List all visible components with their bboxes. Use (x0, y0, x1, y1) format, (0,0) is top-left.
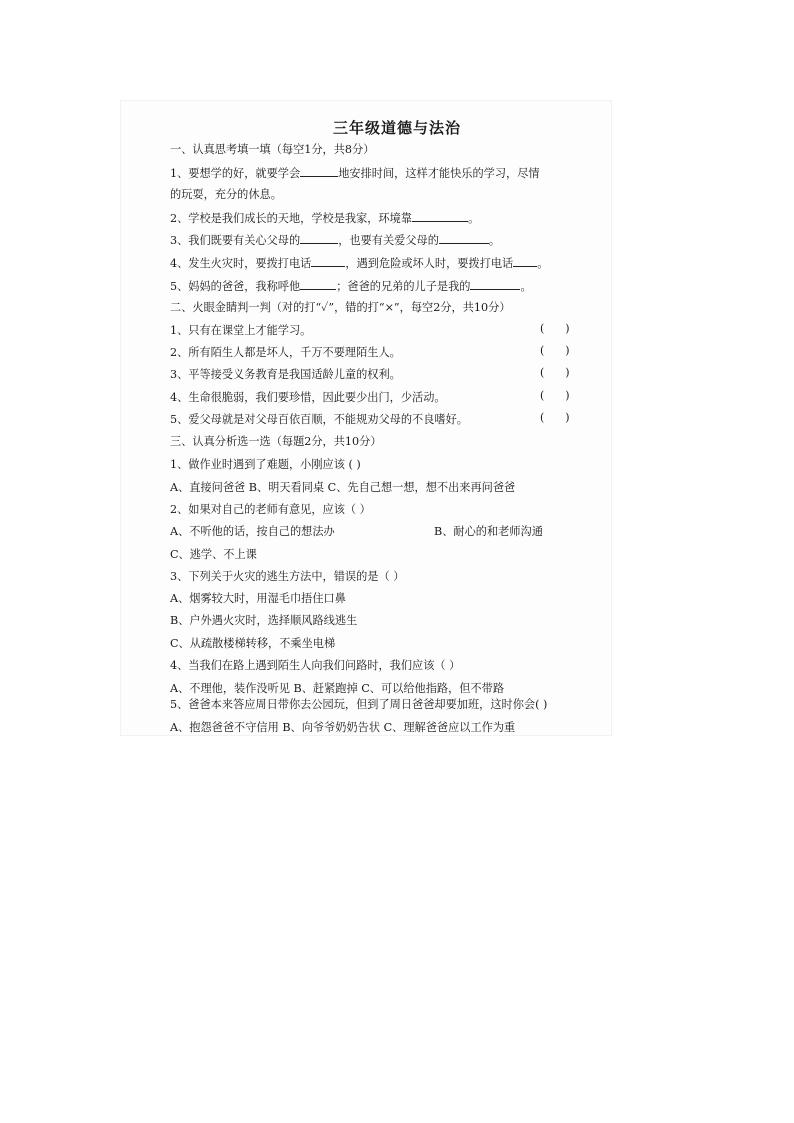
choice-q3-option-b[interactable]: B、户外遇火灾时，选择顺风路线逃生 (170, 614, 358, 627)
s1-question-5 (170, 279, 600, 294)
choice-q4-options[interactable]: A、不理他，装作没听见 B、赶紧跑掉 C、可以给他指路，但不带路 (170, 682, 505, 695)
choice-q5-stem: 5、爸爸本来答应周日带你去公园玩，但到了周日爸爸却要加班，这时你会( ) (170, 698, 548, 711)
judge-answer-bracket[interactable]: ( ) (540, 344, 570, 357)
answer-blank[interactable] (470, 279, 520, 290)
judge-item-5: 5、爱父母就是对父母百依百顺，不能规劝父母的不良嗜好。 (170, 413, 468, 426)
choice-q3-option-c[interactable]: C、从疏散楼梯转移，不乘坐电梯 (170, 637, 336, 650)
judge-answer-bracket[interactable]: ( ) (540, 322, 570, 335)
section3-heading: 三、认真分析选一选（每题2分，共10分） (170, 435, 382, 448)
judge-answer-bracket[interactable]: ( ) (540, 366, 570, 379)
answer-blank[interactable] (439, 233, 489, 244)
s1-q2-text-b: 。 (468, 212, 480, 225)
answer-blank[interactable] (300, 233, 338, 244)
judge-item-2: 2、所有陌生人都是坏人，千万不要理陌生人。 (170, 346, 401, 359)
choice-q4-stem: 4、当我们在路上遇到陌生人向我们问路时，我们应该（ ） (170, 659, 461, 672)
s1-question-3 (170, 233, 600, 248)
choice-q2-options-row (170, 525, 600, 539)
s1-q3-text-a: 3、我们既要有关心父母的 (170, 234, 301, 247)
s1-q4-text-b: ，遇到危险或坏人时，要拨打电话 (345, 257, 514, 270)
choice-q1-stem: 1、做作业时遇到了难题，小刚应该 ( ) (170, 458, 361, 471)
s1-q3-text-c: 。 (488, 234, 501, 247)
answer-blank[interactable] (513, 256, 537, 267)
judge-item-3: 3、平等接受义务教育是我国适龄儿童的权利。 (170, 368, 401, 381)
choice-q2-option-b[interactable]: B、耐心的和老师沟通 (434, 525, 543, 538)
s1-question-4 (170, 256, 600, 271)
choice-q2-stem: 2、如果对自己的老师有意见，应该（ ） (170, 503, 371, 516)
choice-q3-stem: 3、下列关于火灾的逃生方法中，错误的是（ ） (170, 570, 405, 583)
s1-q5-text-a: 5、妈妈的爸爸，我称呼他 (170, 280, 301, 293)
judge-item-1: 1、只有在课堂上才能学习。 (170, 324, 312, 337)
choice-q5-options[interactable]: A、抱怨爸爸不守信用 B、向爷爷奶奶告状 C、理解爸爸应以工作为重 (170, 721, 516, 734)
answer-blank[interactable] (300, 166, 338, 177)
page-title: 三年级道德与法治 (332, 119, 461, 137)
choice-q2-option-c[interactable]: C、逃学、不上课 (170, 548, 257, 561)
judge-answer-bracket[interactable]: ( ) (540, 411, 570, 424)
s1-q1-text-b: 地安排时间，这样才能快乐的学习，尽情 (338, 167, 540, 180)
s1-question-1 (170, 166, 600, 181)
s1-q1-text-c: 的玩耍，充分的休息。 (170, 188, 282, 201)
judge-answer-bracket[interactable]: ( ) (540, 389, 570, 402)
choice-q3-option-a[interactable]: A、烟雾较大时，用湿毛巾捂住口鼻 (170, 592, 346, 605)
judge-item-4: 4、生命很脆弱，我们要珍惜，因此要少出门，少活动。 (170, 391, 446, 404)
s1-q4-text-a: 4、发生火灾时，要拨打电话 (170, 257, 312, 270)
choice-q1-options[interactable]: A、直接问爸爸 B、明天看同桌 C、先自己想一想，想不出来再问爸爸 (170, 481, 516, 494)
section2-heading: 二、火眼金睛判一判（对的打“✓”，错的打“×”，每空2分，共10分） (170, 301, 511, 314)
choice-q2-option-a[interactable]: A、不听他的话，按自己的想法办 (170, 525, 335, 538)
answer-blank[interactable] (311, 256, 345, 267)
section1-heading: 一、认真思考填一填（每空1分，共8分） (170, 143, 375, 156)
s1-q1-text-a: 1、要想学的好，就要学会 (170, 167, 301, 180)
s1-q5-text-b: ；爸爸的兄弟的儿子是我的 (336, 280, 471, 293)
s1-q5-text-c: 。 (520, 280, 532, 293)
s1-q2-text-a: 2、学校是我们成长的天地，学校是我家，环境靠 (170, 212, 413, 225)
s1-q3-text-b: ，也要有关爱父母的 (338, 234, 439, 247)
answer-blank[interactable] (412, 211, 468, 222)
answer-blank[interactable] (300, 279, 336, 290)
s1-q4-text-c: 。 (537, 257, 549, 270)
s1-question-2 (170, 211, 600, 226)
